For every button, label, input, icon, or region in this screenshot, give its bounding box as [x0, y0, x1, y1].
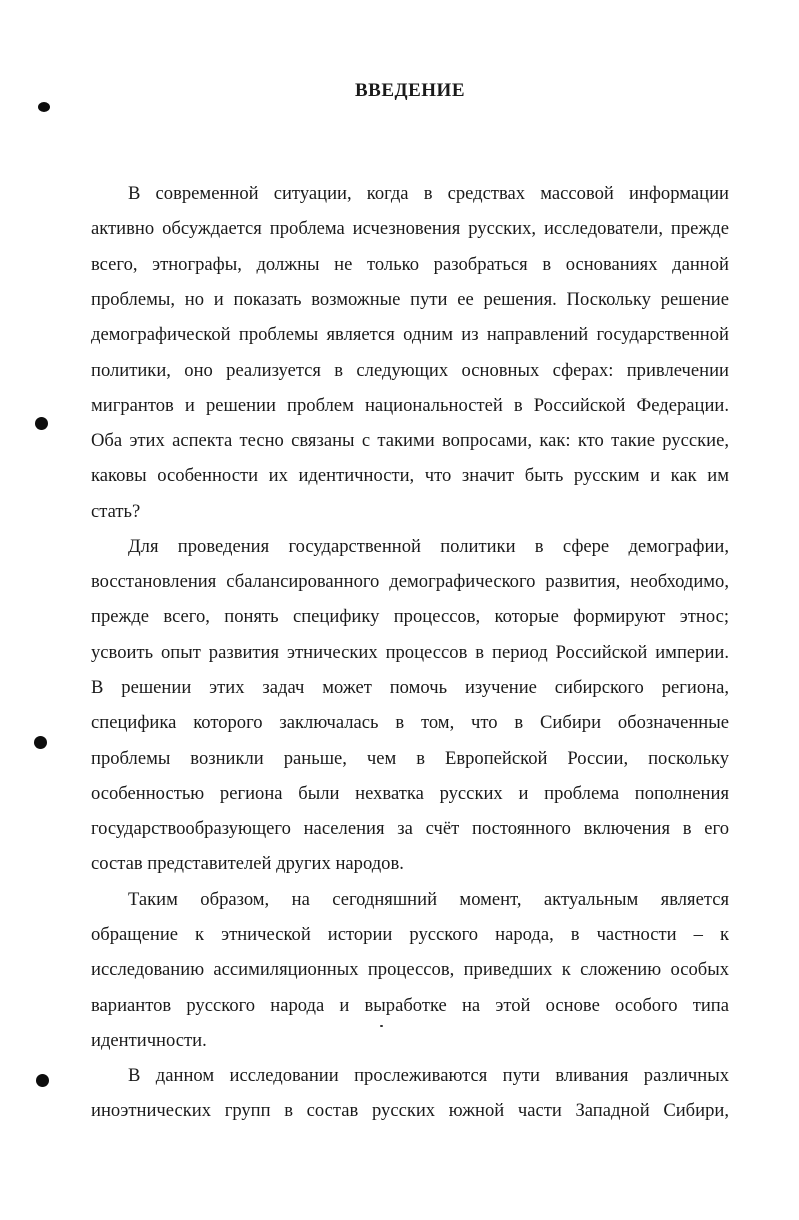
paragraph-3-line-5: идентичности. [91, 1032, 207, 1051]
paragraph-2-line-2: восстановления сбалансированного демографического развития, необходимо, [91, 573, 729, 592]
binder-hole-3 [34, 736, 47, 749]
paragraph-1-line-10: стать? [91, 503, 141, 522]
paragraph-4-line-2: иноэтнических групп в состав русских южной части Западной Сибири, [91, 1102, 729, 1121]
paragraph-4-line-1: В данном исследовании прослеживаются пути вливания различных [128, 1067, 729, 1086]
paragraph-2-line-3: прежде всего, понять специфику процессов, которые формируют этнос; [91, 608, 729, 627]
paragraph-3-line-1: Таким образом, на сегодняшний момент, актуальным является [128, 891, 729, 910]
paragraph-1-line-8: Оба этих аспекта тесно связаны с такими вопросами, как: кто такие русские, [91, 432, 729, 451]
paragraph-2-line-6: специфика которого заключалась в том, что в Сибири обозначенные [91, 714, 729, 733]
paragraph-2-line-4: усвоить опыт развития этнических процессов в период Российской империи. [91, 644, 729, 663]
paragraph-1-line-3: всего, этнографы, должны не только разобраться в основаниях данной [91, 256, 729, 275]
paragraph-1-line-7: мигрантов и решении проблем национальностей в Российской Федерации. [91, 397, 729, 416]
binder-hole-2 [35, 417, 48, 430]
paragraph-2-line-10: состав представителей других народов. [91, 855, 404, 874]
paragraph-3-line-2: обращение к этнической истории русского народа, в частности – к [91, 926, 729, 945]
paragraph-1-line-9: каковы особенности их идентичности, что значит быть русским и как им [91, 467, 729, 486]
paragraph-2-line-7: проблемы возникли раньше, чем в Европейской России, поскольку [91, 750, 729, 769]
page-title: ВВЕДЕНИЕ [355, 80, 465, 101]
scan-speck [380, 1025, 383, 1027]
paragraph-2-line-9: государствообразующего населения за счёт постоянного включения в его [91, 820, 729, 839]
paragraph-1-line-2: активно обсуждается проблема исчезновения русских, исследователи, прежде [91, 220, 729, 239]
paragraph-2-line-5: В решении этих задач может помочь изучение сибирского региона, [91, 679, 729, 698]
binder-hole-1 [38, 102, 50, 112]
paragraph-1-line-6: политики, оно реализуется в следующих основных сферах: привлечении [91, 362, 729, 381]
binder-hole-4 [36, 1074, 49, 1087]
paragraph-3-line-4: вариантов русского народа и выработке на этой основе особого типа [91, 997, 729, 1016]
paragraph-3-line-3: исследованию ассимиляционных процессов, приведших к сложению особых [91, 961, 729, 980]
paragraph-2-line-8: особенностью региона были нехватка русских и проблема пополнения [91, 785, 729, 804]
paragraph-1-line-5: демографической проблемы является одним из направлений государственной [91, 326, 729, 345]
paragraph-1-line-4: проблемы, но и показать возможные пути ее решения. Поскольку решение [91, 291, 729, 310]
paragraph-2-line-1: Для проведения государственной политики в сфере демографии, [128, 538, 729, 557]
paragraph-1-line-1: В современной ситуации, когда в средствах массовой информации [128, 185, 729, 204]
